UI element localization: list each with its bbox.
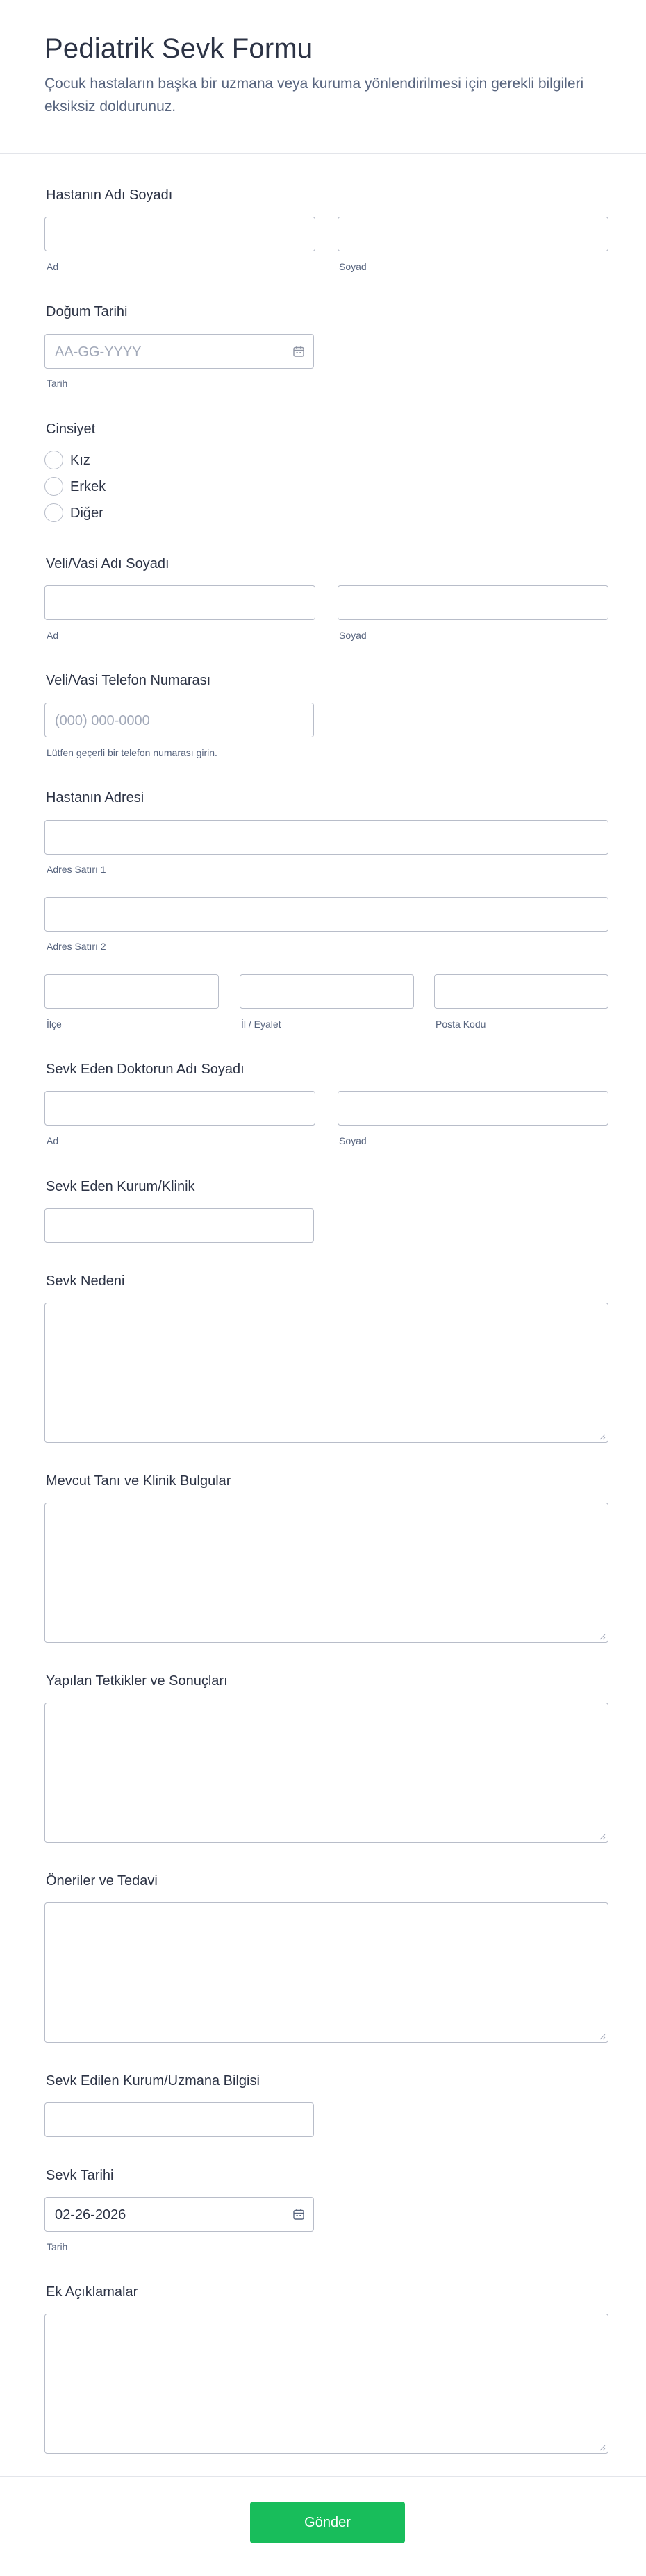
guardian-name-label: Veli/Vasi Adı Soyadı (46, 556, 169, 571)
address-postal-sublabel: Posta Kodu (436, 1019, 486, 1030)
referral-date-value: 02-26-2026 (55, 2207, 126, 2223)
referral-reason-textarea[interactable] (44, 1303, 608, 1443)
form-footer (0, 2476, 646, 2576)
referral-date-sublabel: Tarih (47, 2241, 68, 2252)
referring-clinic-input[interactable] (44, 1208, 314, 1243)
birth-date-sublabel: Tarih (47, 378, 68, 389)
patient-first-name-input[interactable] (44, 217, 315, 251)
patient-name-label: Hastanın Adı Soyadı (46, 187, 173, 203)
doctor-last-name-input[interactable] (338, 1091, 608, 1126)
doctor-first-name-sublabel: Ad (47, 1135, 59, 1146)
address-line1-input[interactable] (44, 820, 608, 855)
radio-circle[interactable] (44, 503, 63, 522)
notes-label: Ek Açıklamalar (46, 2284, 138, 2300)
referral-date-input[interactable] (44, 2197, 314, 2232)
doctor-first-name-input[interactable] (44, 1091, 315, 1126)
address-line2-input[interactable] (44, 897, 608, 932)
radio-circle[interactable] (44, 451, 63, 469)
guardian-phone-placeholder: (000) 000-0000 (55, 713, 150, 728)
address-province-input[interactable] (240, 974, 414, 1009)
gender-option-label: Kız (70, 453, 90, 468)
resize-grip-icon[interactable] (599, 1433, 606, 1440)
gender-option-label: Diğer (70, 505, 103, 521)
birth-date-placeholder: AA-GG-YYYY (55, 344, 142, 360)
referral-date-label: Sevk Tarihi (46, 2168, 114, 2183)
doctor-name-label: Sevk Eden Doktorun Adı Soyadı (46, 1062, 245, 1077)
address-postal-input[interactable] (434, 974, 608, 1009)
guardian-first-name-sublabel: Ad (47, 630, 59, 641)
address-province-sublabel: İl / Eyalet (241, 1019, 281, 1030)
address-district-input[interactable] (44, 974, 219, 1009)
guardian-last-name-input[interactable] (338, 585, 608, 620)
recommendations-textarea[interactable] (44, 1902, 608, 2043)
birth-date-label: Doğum Tarihi (46, 304, 128, 319)
tests-textarea[interactable] (44, 1703, 608, 1843)
submit-button[interactable]: Gönder (250, 2502, 405, 2543)
guardian-first-name-input[interactable] (44, 585, 315, 620)
referred-to-label: Sevk Edilen Kurum/Uzmana Bilgisi (46, 2073, 260, 2089)
referral-reason-label: Sevk Nedeni (46, 1273, 125, 1289)
tests-label: Yapılan Tetkikler ve Sonuçları (46, 1673, 228, 1689)
form-title: Pediatrik Sevk Formu (44, 33, 313, 64)
gender-label: Cinsiyet (46, 421, 96, 437)
resize-grip-icon[interactable] (599, 2444, 606, 2451)
calendar-icon[interactable] (292, 2208, 305, 2220)
guardian-last-name-sublabel: Soyad (339, 630, 367, 641)
notes-textarea[interactable] (44, 2314, 608, 2454)
referred-to-input[interactable] (44, 2102, 314, 2137)
patient-first-name-sublabel: Ad (47, 261, 59, 272)
diagnosis-textarea[interactable] (44, 1503, 608, 1643)
resize-grip-icon[interactable] (599, 1833, 606, 1840)
gender-option-label: Erkek (70, 479, 106, 494)
patient-last-name-input[interactable] (338, 217, 608, 251)
calendar-icon[interactable] (292, 345, 305, 358)
referring-clinic-label: Sevk Eden Kurum/Klinik (46, 1179, 195, 1194)
patient-last-name-sublabel: Soyad (339, 261, 367, 272)
birth-date-input[interactable] (44, 334, 314, 369)
guardian-phone-input[interactable] (44, 703, 314, 737)
guardian-phone-label: Veli/Vasi Telefon Numarası (46, 673, 211, 688)
address-label: Hastanın Adresi (46, 790, 144, 805)
address-line1-sublabel: Adres Satırı 1 (47, 864, 106, 875)
guardian-phone-sublabel: Lütfen geçerli bir telefon numarası girin. (47, 747, 217, 758)
form-description: Çocuk hastaların başka bir uzmana veya kuruma yönlendirilmesi için gerekli bilgileri eksiksiz doldurunuz. (44, 76, 584, 115)
form-header (0, 0, 646, 154)
recommendations-label: Öneriler ve Tedavi (46, 1873, 158, 1889)
doctor-last-name-sublabel: Soyad (339, 1135, 367, 1146)
address-line2-sublabel: Adres Satırı 2 (47, 941, 106, 952)
resize-grip-icon[interactable] (599, 1633, 606, 1640)
resize-grip-icon[interactable] (599, 2033, 606, 2040)
address-district-sublabel: İlçe (47, 1019, 62, 1030)
radio-circle[interactable] (44, 477, 63, 496)
diagnosis-label: Mevcut Tanı ve Klinik Bulgular (46, 1473, 231, 1489)
